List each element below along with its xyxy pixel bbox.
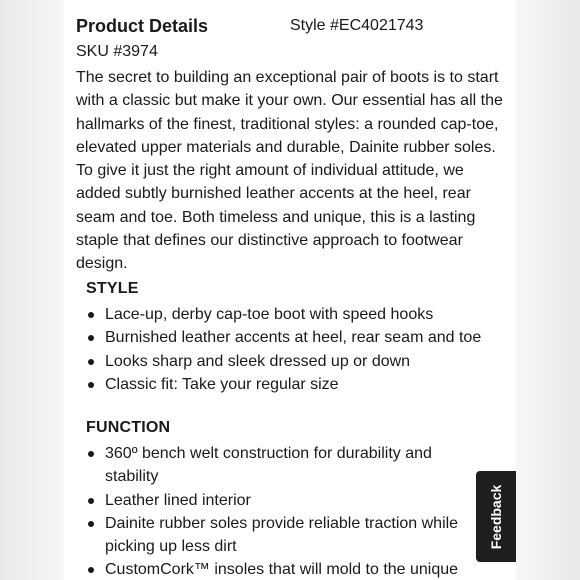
feedback-label: Feedback (488, 484, 504, 549)
page-title: Product Details (76, 16, 209, 36)
list-item-text: CustomCork™ insoles that will mold to the unique (105, 561, 459, 579)
product-details-panel (64, 0, 516, 580)
bullet-icon (88, 567, 94, 573)
bullet-icon (88, 521, 94, 527)
list-item (86, 489, 496, 512)
bullet-icon (88, 335, 94, 341)
list-item-text: Looks sharp and sleek dressed up or down (105, 352, 411, 370)
product-description: The secret to building an exceptional pair of boots is to start with a classic but make it your own. Our essential has all the hallmarks of the finest, traditional styles: a rounded cap-toe, elevated upper materials and durable, Dainite rubber soles. To give it just the right amount of individual attitude, we added subtly burnished leather accents at the heel, rear seam and toe. Both timeless and unique, this is a lasting staple that defines our distinctive approach to footwear design. (76, 69, 503, 273)
list-item (86, 326, 496, 349)
bullet-icon (88, 312, 94, 318)
list-item-text: Classic fit: Take your regular size (105, 375, 339, 393)
list-item-text: Leather lined interior (105, 491, 251, 509)
function-feature-list (86, 442, 496, 580)
bullet-icon (88, 498, 94, 504)
feedback-button[interactable] (476, 471, 516, 562)
style-number: Style #EC4021743 (290, 17, 424, 34)
list-item-text: Lace-up, derby cap-toe boot with speed hooks (105, 306, 434, 323)
list-item (86, 373, 496, 396)
product-details-header (76, 16, 496, 40)
function-section-title: FUNCTION (86, 419, 171, 436)
bullet-icon (88, 451, 94, 457)
bullet-icon (88, 382, 94, 388)
list-item-text: Dainite rubber soles provide reliable traction while picking up less dirt (105, 514, 459, 556)
list-item (86, 442, 496, 489)
left-backdrop (0, 0, 64, 580)
list-item-text: Burnished leather accents at heel, rear seam and toe (105, 329, 482, 347)
style-section-title: STYLE (86, 280, 139, 297)
sku-number: SKU #3974 (76, 43, 158, 60)
style-feature-list (86, 303, 496, 396)
bullet-icon (88, 359, 94, 365)
right-backdrop (516, 0, 580, 580)
list-item-text: 360º bench welt construction for durability and stability (105, 445, 432, 486)
list-item (86, 558, 496, 580)
list-item (86, 512, 496, 559)
list-item (86, 303, 496, 326)
list-item (86, 350, 496, 373)
